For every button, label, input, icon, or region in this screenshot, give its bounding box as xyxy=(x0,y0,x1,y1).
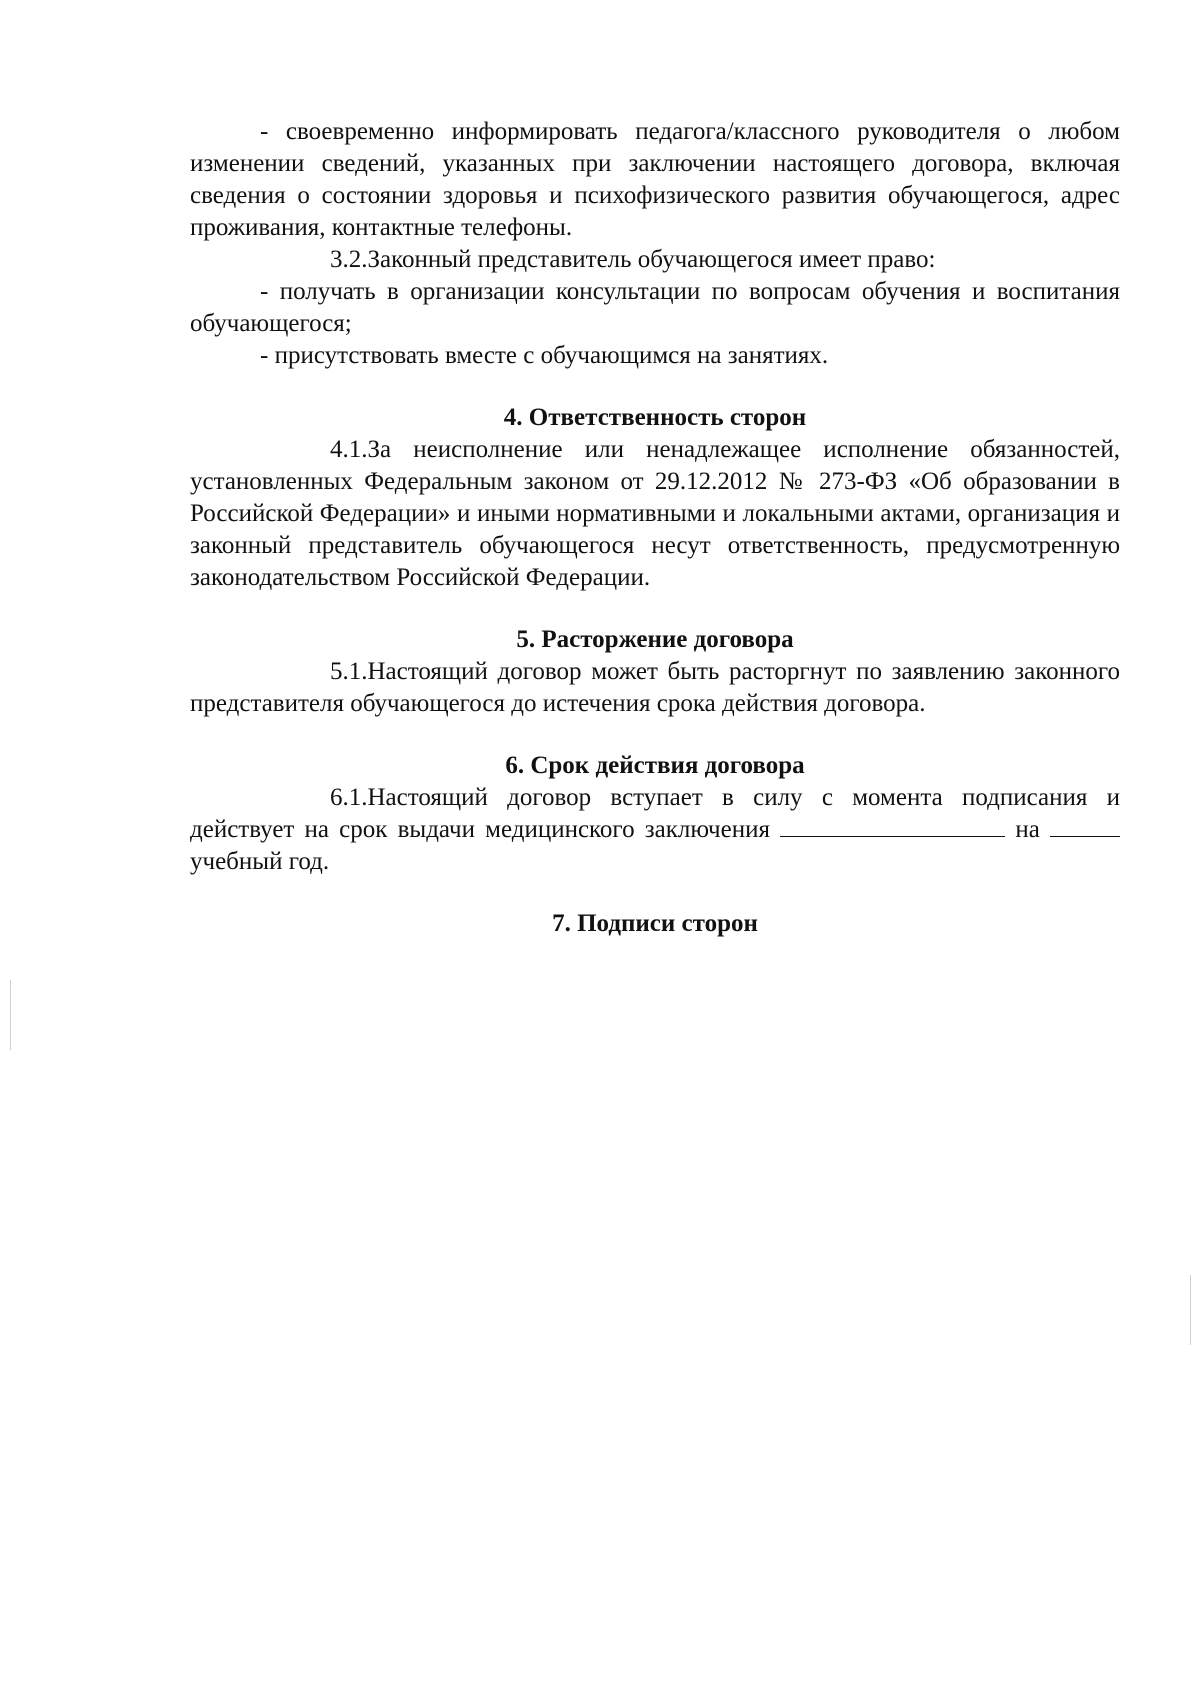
clause-4-1 xyxy=(190,434,1120,594)
paragraph-inform-obligation: - своевременно информировать педагога/классного руководителя о любом изменении сведений, указанных при заключении настоящего договора, включая сведения о состоянии здоровья и психофизического развития обучающегося, адрес проживания, контактные телефоны. xyxy=(190,118,1120,241)
clause-6-1 xyxy=(190,782,1120,878)
fill-in-blank-medical-conclusion xyxy=(780,814,1005,837)
clause-3-2 xyxy=(190,244,1120,276)
paragraph-consultation-right: - получать в организации консультации по вопросам обучения и воспитания обучающегося; xyxy=(190,278,1120,337)
scan-edge-mark xyxy=(10,980,11,1050)
clause-text: За неисполнение или ненадлежащее исполнение обязанностей, установленных Федеральным законом от 29.12.2012 № 273-ФЗ «Об образовании в Российской Федерации» и иными нормативными и локальными актами, организация и законный представитель обучающегося несут ответственность, предусмотренную законодательством Российской Федерации. xyxy=(190,436,1120,591)
section-heading-term: 6. Срок действия договора xyxy=(505,752,805,779)
fill-in-blank-school-year xyxy=(1050,814,1120,837)
clause-text: Законный представитель обучающегося имеет право: xyxy=(367,246,936,273)
document-body xyxy=(190,116,1120,940)
clause-text: учебный год. xyxy=(190,848,330,875)
clause-text: на xyxy=(1015,816,1040,843)
clause-text: Настоящий договор вступает в силу с момента подписания и действует на срок выдачи медицинского заключения xyxy=(190,784,1120,843)
clause-number: 4.1. xyxy=(330,436,368,463)
section-heading-termination: 5. Расторжение договора xyxy=(516,626,794,653)
clause-number: 5.1. xyxy=(330,658,368,685)
section-heading-signatures: 7. Подписи сторон xyxy=(552,910,758,937)
paragraph-attendance-right: - присутствовать вместе с обучающимся на занятиях. xyxy=(260,342,829,369)
clause-text: Настоящий договор может быть расторгнут по заявлению законного представителя обучающегося до истечения срока действия договора. xyxy=(190,658,1120,717)
clause-5-1 xyxy=(190,656,1120,720)
scan-edge-mark xyxy=(1190,1275,1191,1345)
clause-number: 3.2. xyxy=(330,246,368,273)
clause-number: 6.1. xyxy=(330,784,368,811)
section-heading-responsibility: 4. Ответственность сторон xyxy=(503,404,807,431)
